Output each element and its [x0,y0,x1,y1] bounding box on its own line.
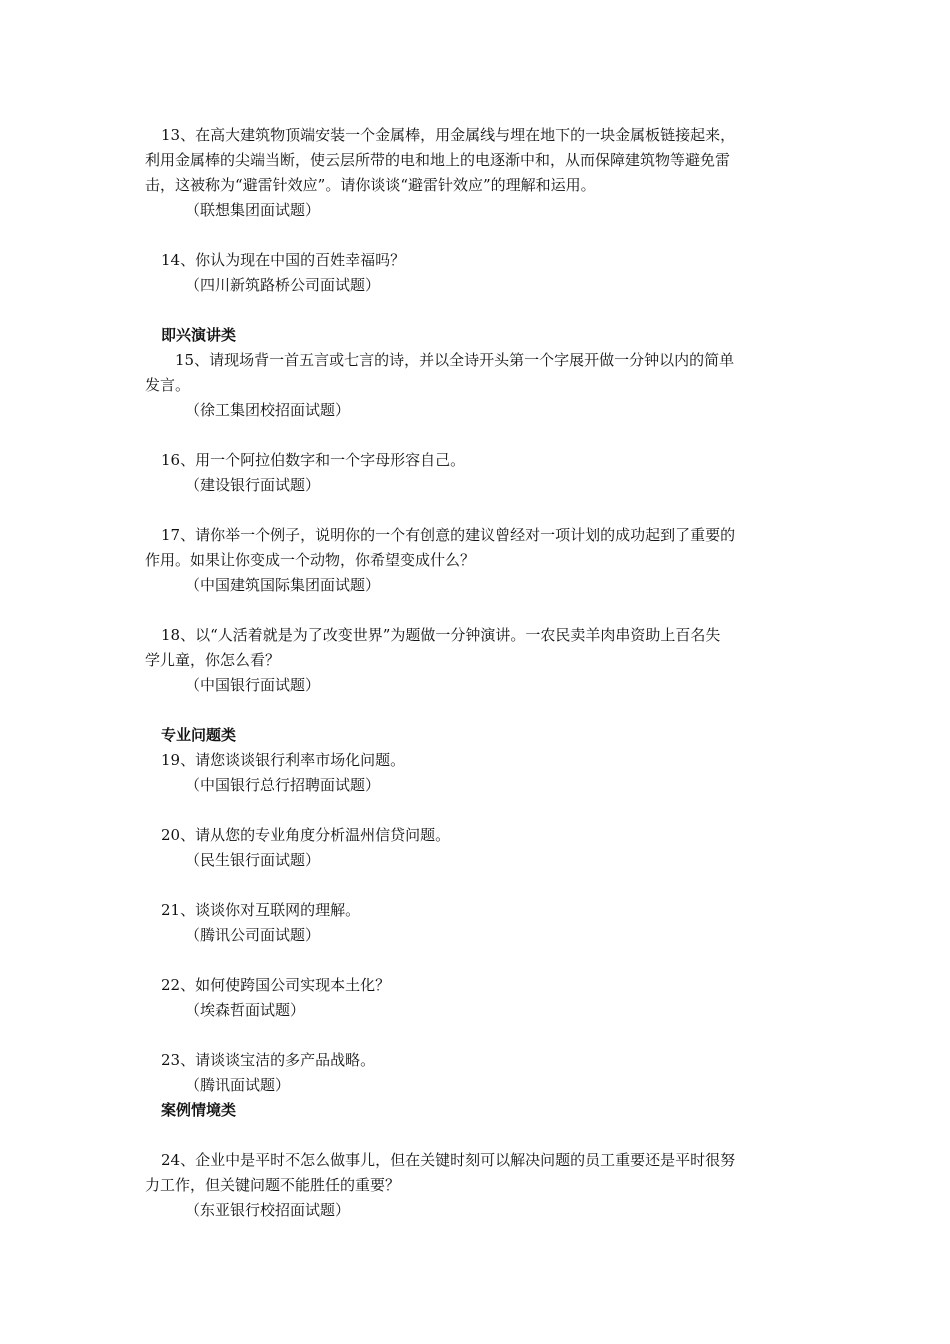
question-text-line: 23、请谈谈宝洁的多产品战略。 [161,1051,376,1069]
question-item [145,123,809,198]
question-item [145,1148,809,1198]
question-text-line: 学儿童，你怎么看？ [145,651,281,669]
question-item [145,248,809,273]
question-text-line: 18、以“人活着就是为了改变世界”为题做一分钟演讲。一农民卖羊肉串资助上百名失 [161,626,721,644]
question-text-line: 14、你认为现在中国的百姓幸福吗？ [161,251,406,269]
question-source: （民生银行面试题） [185,851,321,869]
question-text-line: 力工作，但关键问题不能胜任的重要？ [145,1176,401,1194]
question-text-line: 利用金属棒的尖端当断，使云层所带的电和地上的电逐渐中和，从而保障建筑物等避免雷 [145,151,731,169]
question-item [145,523,809,573]
question-source: （联想集团面试题） [185,201,321,219]
question-item [145,823,809,848]
document-page [145,123,809,1223]
question-source: （中国建筑国际集团面试题） [185,576,381,594]
question-text-line: 作用。如果让你变成一个动物，你希望变成什么？ [145,551,476,569]
question-text-line: 21、谈谈你对互联网的理解。 [161,901,361,919]
question-item [145,348,809,398]
section-heading: 案例情境类 [161,1101,237,1119]
question-text-line: 17、请你举一个例子，说明你的一个有创意的建议曾经对一项计划的成功起到了重要的 [161,526,736,544]
question-text-line: 击，这被称为“避雷针效应”。请你谈谈“避雷针效应”的理解和运用。 [145,176,596,194]
question-text-line: 15、请现场背一首五言或七言的诗，并以全诗开头第一个字展开做一分钟以内的简单 [175,351,735,369]
question-source: （腾讯面试题） [185,1076,291,1094]
question-text-line: 20、请从您的专业角度分析温州信贷问题。 [161,826,451,844]
question-text-line: 24、企业中是平时不怎么做事儿，但在关键时刻可以解决问题的员工重要还是平时很努 [161,1151,736,1169]
question-item [145,898,809,923]
question-text-line: 13、在高大建筑物顶端安装一个金属棒，用金属线与埋在地下的一块金属板链接起来， [161,126,736,144]
question-source: （四川新筑路桥公司面试题） [185,276,381,294]
question-item [145,448,809,473]
question-item [145,748,809,773]
section-heading: 专业问题类 [161,726,237,744]
question-source: （埃森哲面试题） [185,1001,306,1019]
question-source: （中国银行总行招聘面试题） [185,776,381,794]
question-source: （中国银行面试题） [185,676,321,694]
question-source: （建设银行面试题） [185,476,321,494]
question-source: （腾讯公司面试题） [185,926,321,944]
question-text-line: 19、请您谈谈银行利率市场化问题。 [161,751,406,769]
question-source: （东亚银行校招面试题） [185,1201,351,1219]
section-heading: 即兴演讲类 [161,326,237,344]
question-item [145,973,809,998]
question-item [145,1048,809,1073]
question-text-line: 16、用一个阿拉伯数字和一个字母形容自己。 [161,451,466,469]
question-item [145,623,809,673]
question-source: （徐工集团校招面试题） [185,401,351,419]
question-text-line: 22、如何使跨国公司实现本土化？ [161,976,391,994]
question-text-line: 发言。 [145,376,191,394]
